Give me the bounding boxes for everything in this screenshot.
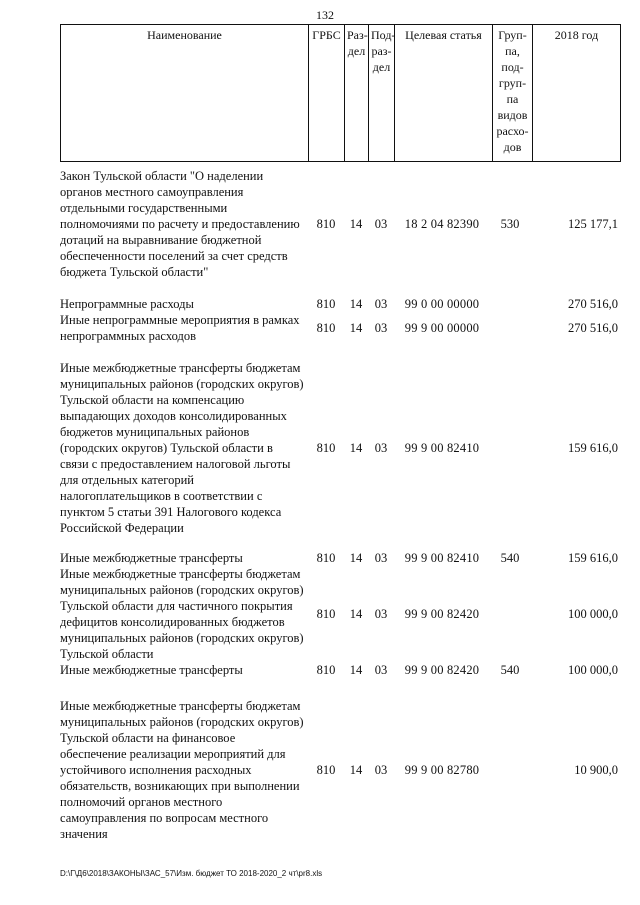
row-podrazdel: 03 [374, 217, 388, 231]
header-group: Груп- па, под- груп- па видов расхо- дов [493, 25, 533, 162]
row-target: 99 0 00 00000 [404, 297, 480, 311]
table-row [60, 360, 620, 536]
row-amount: 100 000,0 [568, 663, 618, 677]
row-group: 540 [500, 551, 520, 565]
table-row [60, 168, 620, 280]
budget-rows [60, 168, 620, 841]
row-razdel: 14 [349, 607, 363, 621]
row-name: Иные межбюджетные трансферты бюджетам муниципальных районов (городских округов) Тульской области для частичного покрытия дефицитов консолидированных бюджетов муниципальных районов (городских округов) Тульской области [60, 567, 304, 661]
row-amount: 159 616,0 [568, 441, 618, 455]
row-name: Непрограммные расходы [60, 297, 194, 311]
page-number: 132 [316, 8, 334, 22]
header-name: Наименование [61, 25, 309, 162]
table-row [60, 566, 620, 662]
row-grbs: 810 [316, 321, 336, 335]
row-grbs: 810 [316, 297, 336, 311]
row-target: 99 9 00 82420 [404, 663, 480, 677]
row-podrazdel: 03 [374, 763, 388, 777]
row-amount: 125 177,1 [568, 217, 618, 231]
row-grbs: 810 [316, 607, 336, 621]
header-target: Целевая статья [395, 25, 493, 162]
row-name: Иные непрограммные мероприятия в рамках непрограммных расходов [60, 313, 300, 343]
row-name: Иные межбюджетные трансферты [60, 551, 243, 565]
row-razdel: 14 [349, 321, 363, 335]
table-row [60, 550, 620, 566]
row-grbs: 810 [316, 217, 336, 231]
row-amount: 270 516,0 [568, 297, 618, 311]
table-row [60, 312, 620, 344]
row-podrazdel: 03 [374, 663, 388, 677]
row-grbs: 810 [316, 763, 336, 777]
table-row [60, 296, 620, 312]
row-amount: 100 000,0 [568, 607, 618, 621]
row-podrazdel: 03 [374, 297, 388, 311]
row-razdel: 14 [349, 297, 363, 311]
header-grbs: ГРБС [309, 25, 345, 162]
row-razdel: 14 [349, 441, 363, 455]
row-name: Закон Тульской области "О наделении органов местного самоуправления отдельными государственными полномочиями по расчету и предоставлению дотаций на выравнивание бюджетной обеспеченности поселений за счет средств бюджета Тульской области" [60, 169, 300, 279]
row-name: Иные межбюджетные трансферты бюджетам муниципальных районов (городских округов) Тульской области на финансовое обеспечение реализации мероприятий для устойчивого исполнения расходных обязательств, возникающих при выполнении полномочий органов местного самоуправления по вопросам местного значения [60, 699, 304, 841]
row-target: 99 9 00 82410 [404, 551, 480, 565]
header-year: 2018 год [533, 25, 621, 162]
row-podrazdel: 03 [374, 607, 388, 621]
row-podrazdel: 03 [374, 551, 388, 565]
row-target: 18 2 04 82390 [404, 217, 480, 231]
table-row [60, 698, 620, 842]
row-amount: 159 616,0 [568, 551, 618, 565]
row-amount: 10 900,0 [574, 763, 618, 777]
row-grbs: 810 [316, 441, 336, 455]
row-name: Иные межбюджетные трансферты [60, 663, 243, 677]
budget-table-header [60, 24, 621, 162]
row-podrazdel: 03 [374, 441, 388, 455]
row-name: Иные межбюджетные трансферты бюджетам муниципальных районов (городских округов) Тульской области на компенсацию выпадающих доходов консолидированных бюджетов муниципальных районов (городских округов) Тульской области в связи с предоставлением налоговой льготы для отдельных категорий налогоплательщиков в соответствии с пунктом 5 статьи 391 Налогового кодекса Российской Федерации [60, 361, 304, 535]
row-amount: 270 516,0 [568, 321, 618, 335]
row-target: 99 9 00 00000 [404, 321, 480, 335]
file-path-footer: D:\Г\Д6\2018\ЗАКОНЫ\ЗАС_57\Изм. бюджет ТО 2018-2020_2 чт\pr8.xls [60, 869, 323, 878]
table-row [60, 662, 620, 678]
row-podrazdel: 03 [374, 321, 388, 335]
row-target: 99 9 00 82410 [404, 441, 480, 455]
row-group: 530 [500, 217, 520, 231]
header-podrazdel: Под- раз- дел [369, 25, 395, 162]
row-razdel: 14 [349, 763, 363, 777]
row-grbs: 810 [316, 551, 336, 565]
row-target: 99 9 00 82420 [404, 607, 480, 621]
row-grbs: 810 [316, 663, 336, 677]
row-target: 99 9 00 82780 [404, 763, 480, 777]
header-razdel: Раз- дел [345, 25, 369, 162]
row-razdel: 14 [349, 663, 363, 677]
row-razdel: 14 [349, 217, 363, 231]
row-razdel: 14 [349, 551, 363, 565]
row-group: 540 [500, 663, 520, 677]
